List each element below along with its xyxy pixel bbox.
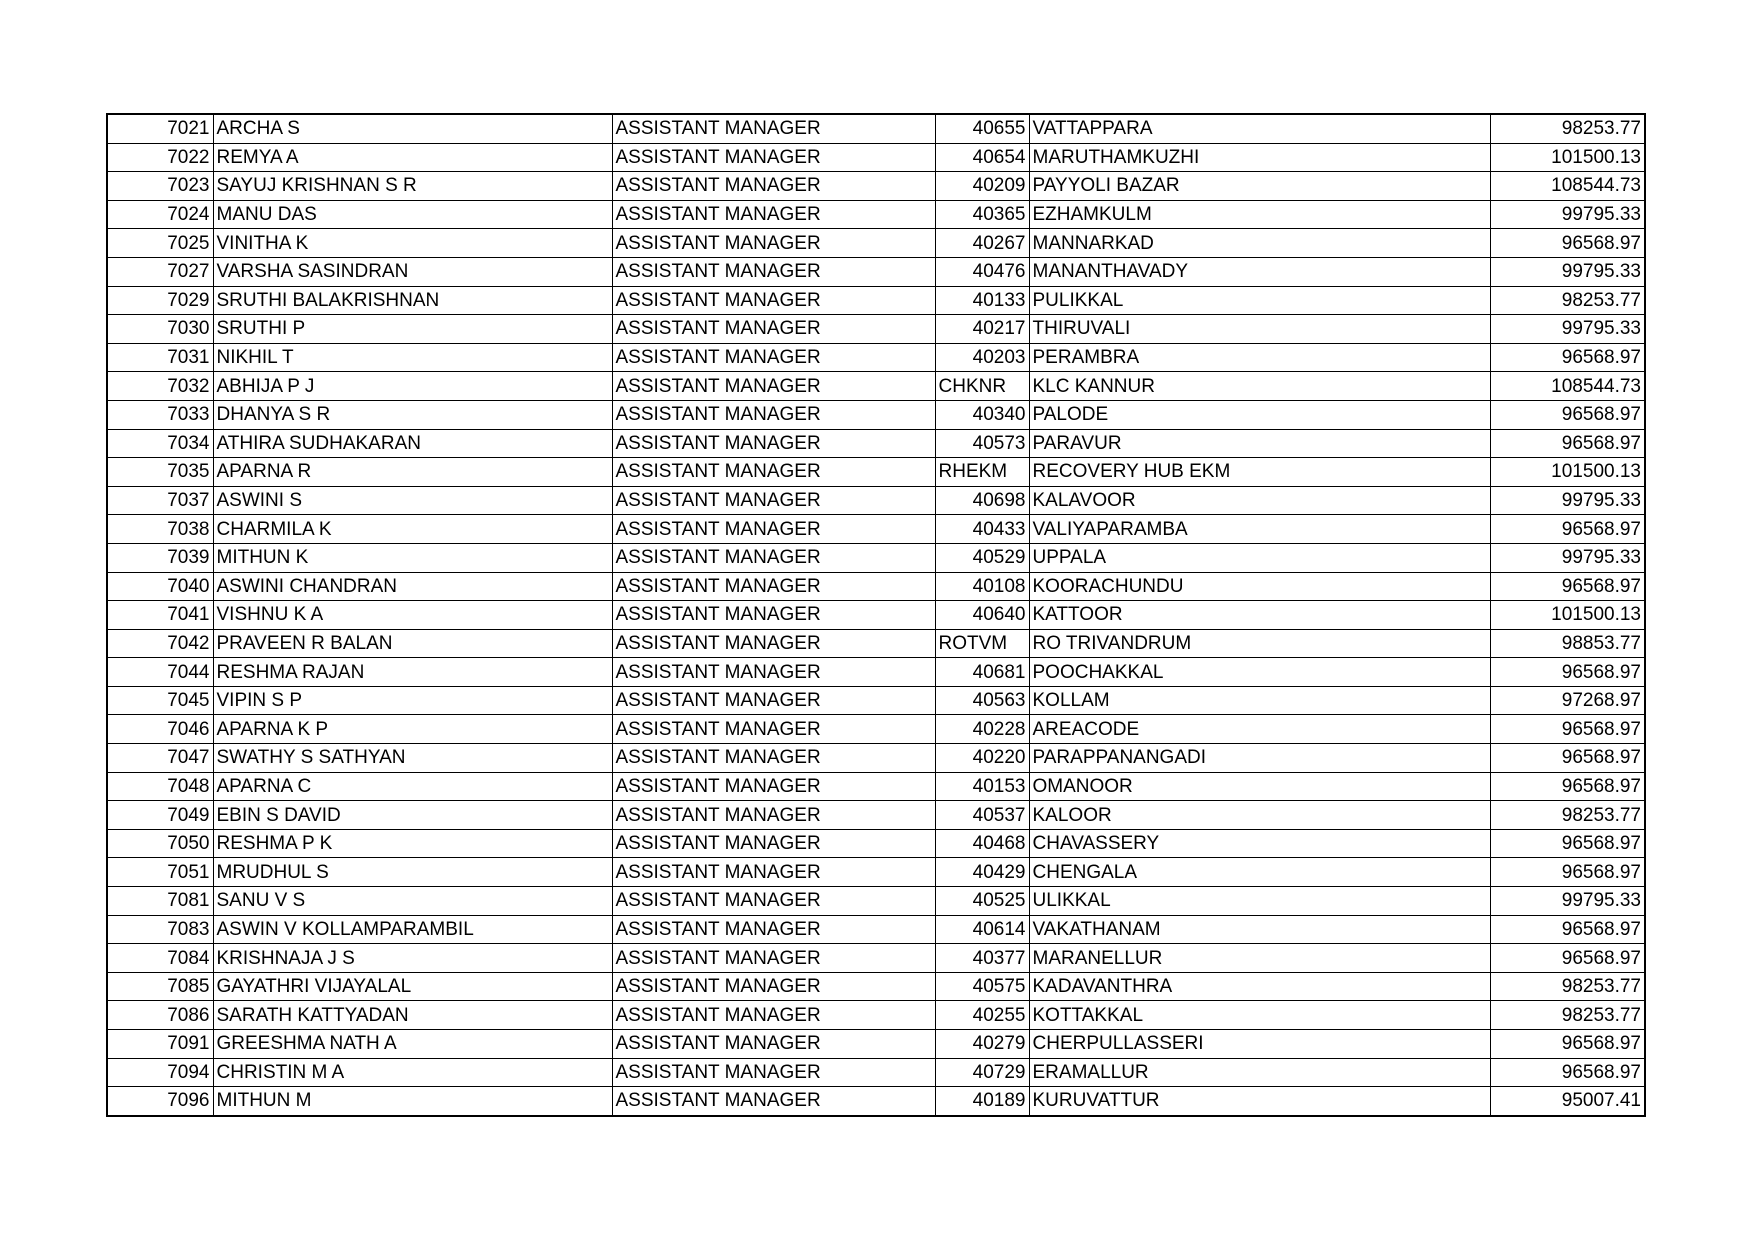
branch-code-cell: 40537 — [935, 801, 1029, 830]
employee-id-cell: 7042 — [107, 629, 213, 658]
table-row — [107, 772, 1645, 801]
branch-name-cell: KATTOOR — [1029, 601, 1490, 630]
salary-cell: 101500.13 — [1490, 458, 1645, 487]
employee-id-cell: 7039 — [107, 543, 213, 572]
designation-cell: ASSISTANT MANAGER — [612, 629, 935, 658]
branch-code-cell: 40640 — [935, 601, 1029, 630]
salary-cell: 98253.77 — [1490, 801, 1645, 830]
employee-name-cell: SARATH KATTYADAN — [213, 1001, 612, 1030]
employee-id-cell: 7041 — [107, 601, 213, 630]
branch-name-cell: KOLLAM — [1029, 686, 1490, 715]
employee-id-cell: 7094 — [107, 1058, 213, 1087]
employee-name-cell: NIKHIL T — [213, 343, 612, 372]
employee-name-cell: RESHMA RAJAN — [213, 658, 612, 687]
branch-name-cell: AREACODE — [1029, 715, 1490, 744]
table-row — [107, 686, 1645, 715]
salary-cell: 98253.77 — [1490, 1001, 1645, 1030]
branch-name-cell: KALAVOOR — [1029, 486, 1490, 515]
employee-name-cell: SANU V S — [213, 887, 612, 916]
designation-cell: ASSISTANT MANAGER — [612, 486, 935, 515]
branch-name-cell: VATTAPPARA — [1029, 114, 1490, 143]
employee-name-cell: APARNA R — [213, 458, 612, 487]
designation-cell: ASSISTANT MANAGER — [612, 686, 935, 715]
designation-cell: ASSISTANT MANAGER — [612, 343, 935, 372]
branch-name-cell: MARANELLUR — [1029, 944, 1490, 973]
branch-code-cell: 40573 — [935, 429, 1029, 458]
branch-name-cell: CHERPULLASSERI — [1029, 1030, 1490, 1059]
branch-name-cell: RECOVERY HUB EKM — [1029, 458, 1490, 487]
employee-id-cell: 7045 — [107, 686, 213, 715]
branch-code-cell: 40209 — [935, 172, 1029, 201]
branch-name-cell: KOTTAKKAL — [1029, 1001, 1490, 1030]
branch-code-cell: 40108 — [935, 572, 1029, 601]
designation-cell: ASSISTANT MANAGER — [612, 972, 935, 1001]
branch-name-cell: PERAMBRA — [1029, 343, 1490, 372]
employee-id-cell: 7084 — [107, 944, 213, 973]
table-row — [107, 572, 1645, 601]
employee-id-cell: 7047 — [107, 744, 213, 773]
designation-cell: ASSISTANT MANAGER — [612, 114, 935, 143]
designation-cell: ASSISTANT MANAGER — [612, 315, 935, 344]
branch-name-cell: KURUVATTUR — [1029, 1087, 1490, 1116]
employee-id-cell: 7051 — [107, 858, 213, 887]
branch-code-cell: 40698 — [935, 486, 1029, 515]
employee-name-cell: ASWINI S — [213, 486, 612, 515]
salary-cell: 99795.33 — [1490, 543, 1645, 572]
branch-code-cell: 40189 — [935, 1087, 1029, 1116]
employee-id-cell: 7085 — [107, 972, 213, 1001]
employee-name-cell: ASWINI CHANDRAN — [213, 572, 612, 601]
employee-name-cell: VISHNU K A — [213, 601, 612, 630]
employee-name-cell: SRUTHI BALAKRISHNAN — [213, 286, 612, 315]
employee-name-cell: ARCHA S — [213, 114, 612, 143]
table-row — [107, 114, 1645, 143]
designation-cell: ASSISTANT MANAGER — [612, 1030, 935, 1059]
branch-name-cell: UPPALA — [1029, 543, 1490, 572]
table-row — [107, 257, 1645, 286]
salary-cell: 97268.97 — [1490, 686, 1645, 715]
branch-name-cell: KLC KANNUR — [1029, 372, 1490, 401]
table-body — [107, 114, 1645, 1116]
table-row — [107, 915, 1645, 944]
branch-name-cell: THIRUVALI — [1029, 315, 1490, 344]
table-row — [107, 944, 1645, 973]
employee-name-cell: MITHUN K — [213, 543, 612, 572]
branch-code-cell: 40133 — [935, 286, 1029, 315]
branch-name-cell: PARAPPANANGADI — [1029, 744, 1490, 773]
salary-cell: 96568.97 — [1490, 1058, 1645, 1087]
designation-cell: ASSISTANT MANAGER — [612, 372, 935, 401]
table-row — [107, 629, 1645, 658]
salary-cell: 96568.97 — [1490, 343, 1645, 372]
table-row — [107, 858, 1645, 887]
employee-name-cell: APARNA C — [213, 772, 612, 801]
table-row — [107, 1058, 1645, 1087]
branch-name-cell: ERAMALLUR — [1029, 1058, 1490, 1087]
designation-cell: ASSISTANT MANAGER — [612, 944, 935, 973]
designation-cell: ASSISTANT MANAGER — [612, 543, 935, 572]
salary-cell: 96568.97 — [1490, 829, 1645, 858]
branch-code-cell: 40153 — [935, 772, 1029, 801]
employee-id-cell: 7029 — [107, 286, 213, 315]
designation-cell: ASSISTANT MANAGER — [612, 229, 935, 258]
branch-name-cell: RO TRIVANDRUM — [1029, 629, 1490, 658]
employee-id-cell: 7044 — [107, 658, 213, 687]
designation-cell: ASSISTANT MANAGER — [612, 772, 935, 801]
table-row — [107, 400, 1645, 429]
designation-cell: ASSISTANT MANAGER — [612, 829, 935, 858]
employee-id-cell: 7022 — [107, 143, 213, 172]
table-row — [107, 143, 1645, 172]
designation-cell: ASSISTANT MANAGER — [612, 1087, 935, 1116]
branch-name-cell: PULIKKAL — [1029, 286, 1490, 315]
salary-cell: 101500.13 — [1490, 601, 1645, 630]
salary-cell: 95007.41 — [1490, 1087, 1645, 1116]
employee-id-cell: 7083 — [107, 915, 213, 944]
branch-code-cell: 40228 — [935, 715, 1029, 744]
salary-cell: 96568.97 — [1490, 744, 1645, 773]
salary-cell: 96568.97 — [1490, 944, 1645, 973]
employee-id-cell: 7040 — [107, 572, 213, 601]
table-row — [107, 429, 1645, 458]
branch-name-cell: PAYYOLI BAZAR — [1029, 172, 1490, 201]
employee-name-cell: DHANYA S R — [213, 400, 612, 429]
branch-code-cell: 40220 — [935, 744, 1029, 773]
branch-name-cell: KOORACHUNDU — [1029, 572, 1490, 601]
salary-cell: 96568.97 — [1490, 772, 1645, 801]
designation-cell: ASSISTANT MANAGER — [612, 572, 935, 601]
branch-name-cell: KADAVANTHRA — [1029, 972, 1490, 1001]
employee-name-cell: CHRISTIN M A — [213, 1058, 612, 1087]
salary-cell: 108544.73 — [1490, 172, 1645, 201]
table-row — [107, 200, 1645, 229]
employee-name-cell: ATHIRA SUDHAKARAN — [213, 429, 612, 458]
designation-cell: ASSISTANT MANAGER — [612, 801, 935, 830]
employee-name-cell: PRAVEEN R BALAN — [213, 629, 612, 658]
branch-name-cell: ULIKKAL — [1029, 887, 1490, 916]
table-row — [107, 515, 1645, 544]
designation-cell: ASSISTANT MANAGER — [612, 429, 935, 458]
salary-cell: 96568.97 — [1490, 715, 1645, 744]
salary-cell: 96568.97 — [1490, 515, 1645, 544]
table-row — [107, 972, 1645, 1001]
salary-cell: 98253.77 — [1490, 972, 1645, 1001]
salary-cell: 98253.77 — [1490, 286, 1645, 315]
branch-code-cell: 40529 — [935, 543, 1029, 572]
branch-code-cell: 40654 — [935, 143, 1029, 172]
employee-name-cell: SRUTHI P — [213, 315, 612, 344]
branch-name-cell: OMANOOR — [1029, 772, 1490, 801]
employee-name-cell: REMYA A — [213, 143, 612, 172]
table-row — [107, 315, 1645, 344]
designation-cell: ASSISTANT MANAGER — [612, 887, 935, 916]
branch-code-cell: 40681 — [935, 658, 1029, 687]
employee-name-cell: RESHMA P K — [213, 829, 612, 858]
branch-name-cell: VAKATHANAM — [1029, 915, 1490, 944]
employee-name-cell: ASWIN V KOLLAMPARAMBIL — [213, 915, 612, 944]
salary-cell: 96568.97 — [1490, 572, 1645, 601]
employee-id-cell: 7032 — [107, 372, 213, 401]
employee-id-cell: 7035 — [107, 458, 213, 487]
branch-name-cell: CHAVASSERY — [1029, 829, 1490, 858]
table-row — [107, 744, 1645, 773]
branch-code-cell: 40340 — [935, 400, 1029, 429]
salary-cell: 101500.13 — [1490, 143, 1645, 172]
table-row — [107, 1087, 1645, 1116]
employee-id-cell: 7030 — [107, 315, 213, 344]
salary-cell: 98853.77 — [1490, 629, 1645, 658]
branch-code-cell: 40377 — [935, 944, 1029, 973]
employee-name-cell: MANU DAS — [213, 200, 612, 229]
branch-name-cell: PARAVUR — [1029, 429, 1490, 458]
salary-cell: 108544.73 — [1490, 372, 1645, 401]
branch-name-cell: KALOOR — [1029, 801, 1490, 830]
designation-cell: ASSISTANT MANAGER — [612, 143, 935, 172]
branch-code-cell: 40575 — [935, 972, 1029, 1001]
branch-name-cell: POOCHAKKAL — [1029, 658, 1490, 687]
table-row — [107, 372, 1645, 401]
salary-cell: 99795.33 — [1490, 486, 1645, 515]
designation-cell: ASSISTANT MANAGER — [612, 400, 935, 429]
branch-code-cell: 40203 — [935, 343, 1029, 372]
branch-name-cell: MANNARKAD — [1029, 229, 1490, 258]
table-row — [107, 829, 1645, 858]
table-row — [107, 601, 1645, 630]
employee-name-cell: KRISHNAJA J S — [213, 944, 612, 973]
table-row — [107, 343, 1645, 372]
branch-name-cell: PALODE — [1029, 400, 1490, 429]
designation-cell: ASSISTANT MANAGER — [612, 1001, 935, 1030]
designation-cell: ASSISTANT MANAGER — [612, 200, 935, 229]
employee-id-cell: 7031 — [107, 343, 213, 372]
employee-id-cell: 7021 — [107, 114, 213, 143]
branch-code-cell: ROTVM — [935, 629, 1029, 658]
employee-name-cell: SAYUJ KRISHNAN S R — [213, 172, 612, 201]
designation-cell: ASSISTANT MANAGER — [612, 172, 935, 201]
table-row — [107, 543, 1645, 572]
employee-id-cell: 7091 — [107, 1030, 213, 1059]
branch-code-cell: 40429 — [935, 858, 1029, 887]
designation-cell: ASSISTANT MANAGER — [612, 915, 935, 944]
employee-name-cell: APARNA K P — [213, 715, 612, 744]
salary-cell: 98253.77 — [1490, 114, 1645, 143]
branch-code-cell: RHEKM — [935, 458, 1029, 487]
employee-id-cell: 7023 — [107, 172, 213, 201]
employee-id-cell: 7025 — [107, 229, 213, 258]
branch-code-cell: 40655 — [935, 114, 1029, 143]
salary-cell: 96568.97 — [1490, 658, 1645, 687]
designation-cell: ASSISTANT MANAGER — [612, 257, 935, 286]
document-sheet — [106, 113, 1646, 1117]
table-row — [107, 1001, 1645, 1030]
table-row — [107, 172, 1645, 201]
table-row — [107, 1030, 1645, 1059]
branch-name-cell: VALIYAPARAMBA — [1029, 515, 1490, 544]
designation-cell: ASSISTANT MANAGER — [612, 1058, 935, 1087]
employee-id-cell: 7049 — [107, 801, 213, 830]
designation-cell: ASSISTANT MANAGER — [612, 658, 935, 687]
salary-cell: 96568.97 — [1490, 858, 1645, 887]
branch-code-cell: 40267 — [935, 229, 1029, 258]
salary-cell: 96568.97 — [1490, 915, 1645, 944]
salary-cell: 96568.97 — [1490, 1030, 1645, 1059]
employee-name-cell: MRUDHUL S — [213, 858, 612, 887]
employee-id-cell: 7050 — [107, 829, 213, 858]
branch-name-cell: MARUTHAMKUZHI — [1029, 143, 1490, 172]
employee-id-cell: 7038 — [107, 515, 213, 544]
designation-cell: ASSISTANT MANAGER — [612, 744, 935, 773]
employee-name-cell: GAYATHRI VIJAYALAL — [213, 972, 612, 1001]
designation-cell: ASSISTANT MANAGER — [612, 715, 935, 744]
employee-name-cell: ABHIJA P J — [213, 372, 612, 401]
table-row — [107, 486, 1645, 515]
table-row — [107, 887, 1645, 916]
table-row — [107, 801, 1645, 830]
employee-id-cell: 7024 — [107, 200, 213, 229]
branch-name-cell: MANANTHAVADY — [1029, 257, 1490, 286]
salary-cell: 96568.97 — [1490, 429, 1645, 458]
salary-cell: 99795.33 — [1490, 315, 1645, 344]
branch-code-cell: 40729 — [935, 1058, 1029, 1087]
salary-cell: 99795.33 — [1490, 887, 1645, 916]
salary-cell: 96568.97 — [1490, 400, 1645, 429]
table-row — [107, 458, 1645, 487]
employee-name-cell: VIPIN S P — [213, 686, 612, 715]
salary-cell: 96568.97 — [1490, 229, 1645, 258]
branch-code-cell: 40614 — [935, 915, 1029, 944]
employee-id-cell: 7096 — [107, 1087, 213, 1116]
employee-id-cell: 7046 — [107, 715, 213, 744]
designation-cell: ASSISTANT MANAGER — [612, 286, 935, 315]
branch-code-cell: 40255 — [935, 1001, 1029, 1030]
employee-id-cell: 7086 — [107, 1001, 213, 1030]
designation-cell: ASSISTANT MANAGER — [612, 515, 935, 544]
table-row — [107, 658, 1645, 687]
employee-name-cell: CHARMILA K — [213, 515, 612, 544]
employee-name-cell: VARSHA SASINDRAN — [213, 257, 612, 286]
branch-code-cell: 40279 — [935, 1030, 1029, 1059]
employee-id-cell: 7048 — [107, 772, 213, 801]
branch-code-cell: 40217 — [935, 315, 1029, 344]
branch-code-cell: CHKNR — [935, 372, 1029, 401]
branch-name-cell: CHENGALA — [1029, 858, 1490, 887]
employee-name-cell: MITHUN M — [213, 1087, 612, 1116]
table-row — [107, 286, 1645, 315]
employee-id-cell: 7037 — [107, 486, 213, 515]
designation-cell: ASSISTANT MANAGER — [612, 858, 935, 887]
employee-name-cell: VINITHA K — [213, 229, 612, 258]
employee-id-cell: 7034 — [107, 429, 213, 458]
branch-code-cell: 40525 — [935, 887, 1029, 916]
table-row — [107, 229, 1645, 258]
employee-name-cell: GREESHMA NATH A — [213, 1030, 612, 1059]
employee-id-cell: 7081 — [107, 887, 213, 916]
employee-id-cell: 7033 — [107, 400, 213, 429]
branch-code-cell: 40476 — [935, 257, 1029, 286]
branch-code-cell: 40563 — [935, 686, 1029, 715]
employee-id-cell: 7027 — [107, 257, 213, 286]
employee-table — [106, 113, 1646, 1117]
branch-code-cell: 40433 — [935, 515, 1029, 544]
designation-cell: ASSISTANT MANAGER — [612, 601, 935, 630]
salary-cell: 99795.33 — [1490, 200, 1645, 229]
table-row — [107, 715, 1645, 744]
employee-name-cell: SWATHY S SATHYAN — [213, 744, 612, 773]
branch-name-cell: EZHAMKULM — [1029, 200, 1490, 229]
designation-cell: ASSISTANT MANAGER — [612, 458, 935, 487]
branch-code-cell: 40468 — [935, 829, 1029, 858]
branch-code-cell: 40365 — [935, 200, 1029, 229]
salary-cell: 99795.33 — [1490, 257, 1645, 286]
employee-name-cell: EBIN S DAVID — [213, 801, 612, 830]
